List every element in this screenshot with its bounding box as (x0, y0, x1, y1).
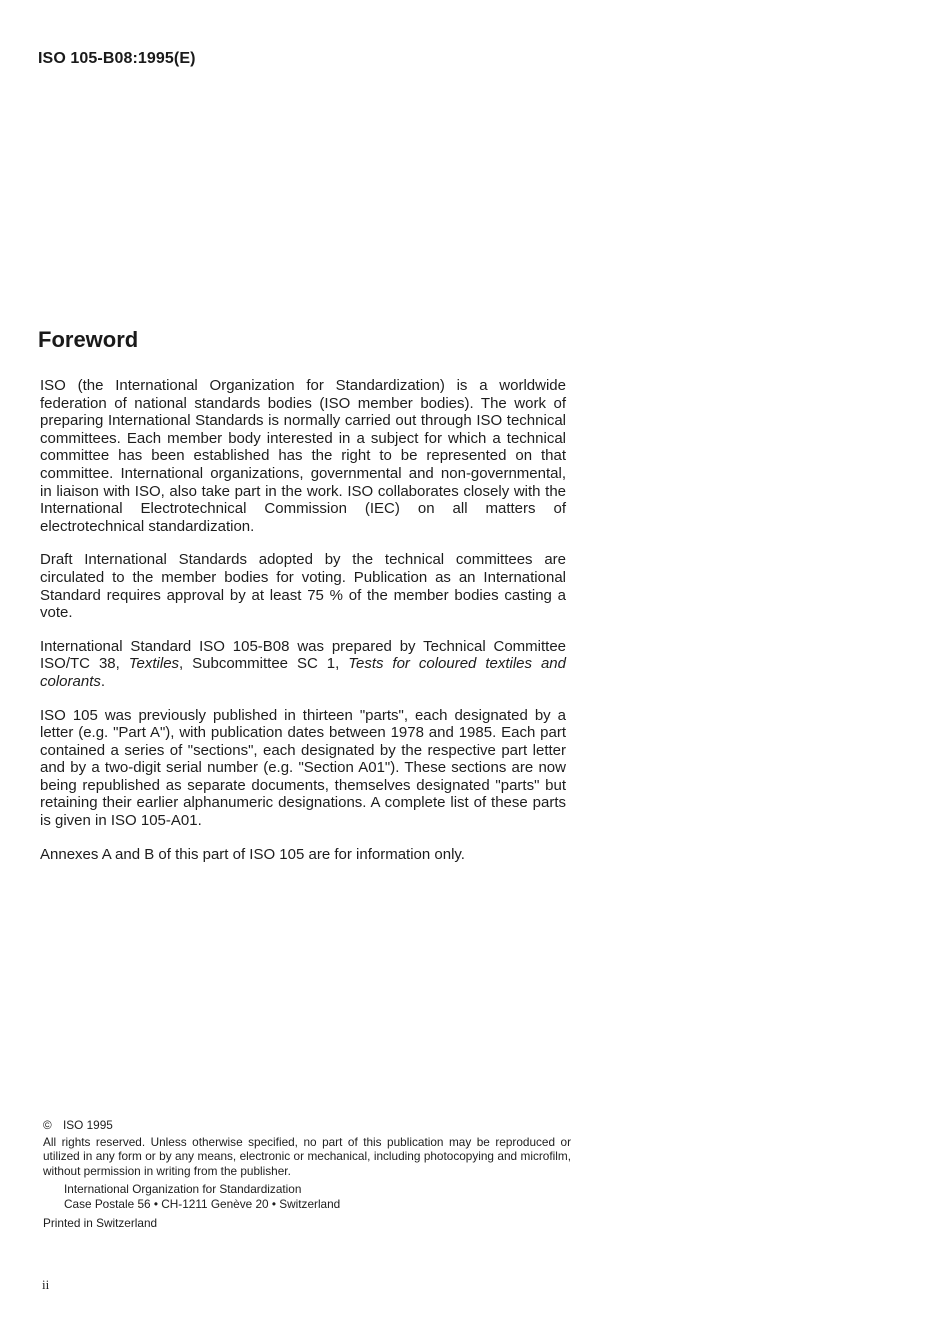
publisher-address (64, 1182, 571, 1211)
foreword-paragraph-annexes: Annexes A and B of this part of ISO 105 are for information only. (40, 845, 465, 863)
foreword-body (40, 377, 566, 879)
copyright-year: ISO 1995 (63, 1118, 113, 1132)
copyright-symbol: © (43, 1118, 52, 1132)
foreword-paragraph-iso: ISO (the International Organization for Standardization) is a worldwide federation of national standards bodies (ISO member bodies). The work of preparing International Standards is normally carried out through ISO technical committees. Each member body interested in a subject for which a technical committee has been established has the right to be represented on that committee. International organizations, governmental and non-governmental, in liaison with ISO, also take part in the work. ISO collaborates closely with the International Electrotechnical Commission (IEC) on all matters of electrotechnical standardization. (40, 377, 566, 535)
foreword-paragraph-preparation (40, 638, 566, 691)
preparation-text-start: International Standard ISO 105-B08 was prepared by Technical Committee ISO/TC 38, (40, 637, 566, 673)
preparation-text-end: . (100, 672, 106, 690)
rights-statement: All rights reserved. Unless otherwise specified, no part of this publication may be reproduced or utilized in any form or by any means, electronic or mechanical, including photocopying and microfilm, without permission in writing from the publisher. (43, 1134, 571, 1178)
page-number: ii (42, 1277, 50, 1292)
copyright-line (43, 1118, 571, 1133)
printed-location: Printed in Switzerland (43, 1216, 158, 1230)
foreword-heading: Foreword (38, 327, 139, 352)
copyright-notice (43, 1118, 571, 1231)
preparation-text-mid: , Subcommittee SC 1, (179, 655, 349, 673)
foreword-paragraph-draft-standards: Draft International Standards adopted by the technical committees are circulated to the member bodies for voting. Publication as an International Standard requires approval by at least 75 % of the member bodies casting a vote. (40, 551, 566, 622)
document-id: ISO 105-B08:1995(E) (38, 50, 196, 67)
publisher-postal-address: Case Postale 56 • CH-1211 Genève 20 • Switzerland (64, 1196, 341, 1211)
foreword-paragraph-history: ISO 105 was previously published in thirteen "parts", each designated by a letter (e.g. "Part A"), with publication dates between 1978 and 1985. Each part contained a series of "sections", each designated by the respective part letter and by a two-digit serial number (e.g. "Section A01"). These sections are now being republished as separate documents, themselves designated "parts" but retaining their earlier alphanumeric designations. A complete list of these parts is given in ISO 105-A01. (40, 706, 566, 830)
publisher-name: International Organization for Standardization (64, 1182, 302, 1196)
subcommittee-title: Tests for coloured textiles and colorants (40, 655, 566, 690)
committee-title: Textiles (128, 655, 180, 673)
